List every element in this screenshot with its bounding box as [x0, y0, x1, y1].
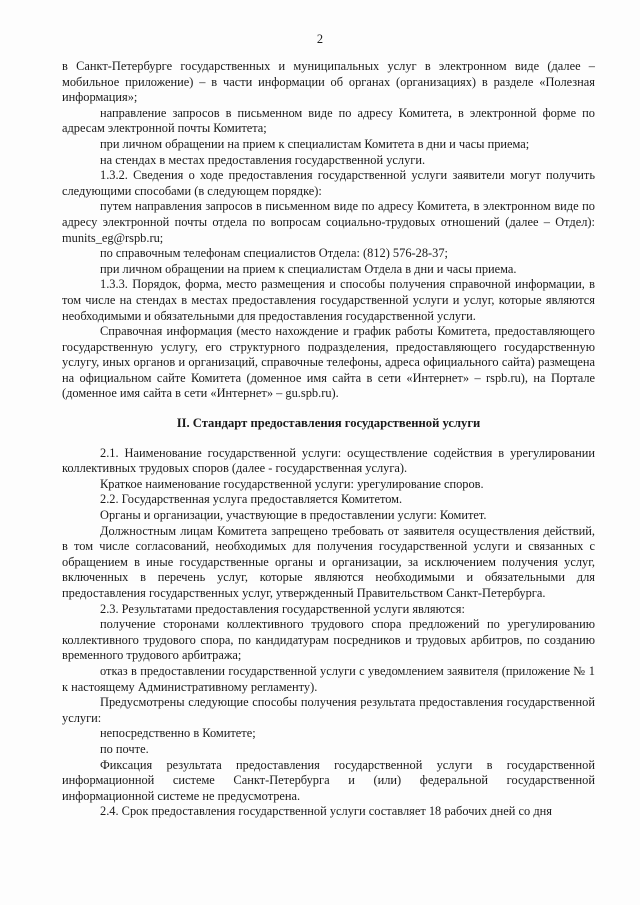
paragraph: Органы и организации, участвующие в предоставлении услуги: Комитет. [100, 508, 487, 523]
paragraph: Должностным лицам Комитета запрещено требовать от заявителя осуществления действий, в том числе согласований, необходимых для получения государственной услуги и связанных с обращением в иные государственные органы и организации, за исключением получения услуг, включенных в перечень услуг, которые являются необходимыми и обязательными для предоставления государственных услуг, утвержденный Правительством Санкт-Петербурга. [62, 523, 595, 600]
paragraph: Предусмотрены следующие способы получения результата предоставления государственной услуги: [62, 695, 595, 725]
paragraph: 2.2. Государственная услуга предоставляется Комитетом. [100, 492, 403, 507]
paragraph: 1.3.3. Порядок, форма, место размещения и способы получения справочной информации, в том числе на стендах в местах предоставления государственной услуги и услуг, которые являются необходимыми и обязательными для предоставления государственной услуги. [62, 277, 595, 323]
paragraph: в Санкт-Петербурге государственных и муниципальных услуг в электронном виде (далее – мобильное приложение) – в части информации об органах (организациях) в разделе «Полезная информация»; [62, 59, 595, 105]
paragraph: Справочная информация (место нахождение и график работы Комитета, предоставляющего государственную услугу, его структурного подразделения, предоставляющего государственную услугу, иных органов и организаций, справочные телефоны, адреса официального сайта) размещена на официальном сайте Комитета (доменное имя сайта в сети «Интернет» – rspb.ru), на Портале (доменное имя сайта в сети «Интернет» – gu.spb.ru). [62, 324, 595, 401]
paragraph: отказ в предоставлении государственной услуги с уведомлением заявителя (приложение № 1 к настоящему Административному регламенту). [62, 663, 595, 694]
section-2-heading: II. Стандарт предоставления государственной услуги [176, 416, 481, 431]
paragraph: Фиксация результата предоставления государственной услуги в государственной информационной системе Санкт-Петербурга и (или) федеральной государственной информационной системе не предусмотрена. [62, 757, 595, 803]
section-1-text [62, 59, 595, 402]
paragraph: 2.1. Наименование государственной услуги: осуществление содействия в урегулировании коллективных трудовых споров (далее - государственная услуга). [62, 445, 595, 476]
paragraph: получение сторонами коллективного трудового спора предложений по урегулированию коллективного трудового спора, по кандидатурам посредников и трудовых арбитров, по созданию временного трудового арбитража; [62, 617, 595, 663]
paragraph: путем направления запросов в письменном виде по адресу Комитета, в электронном виде по адресу электронной почты отдела по вопросам социально-трудовых отношений (далее – Отдел): munits_eg@rspb.ru; [62, 199, 595, 245]
paragraph: 2.3. Результатами предоставления государственной услуги являются: [100, 601, 465, 616]
paragraph: на стендах в местах предоставления государственной услуги. [100, 152, 426, 167]
paragraph: непосредственно в Комитете; [100, 726, 256, 741]
paragraph: по почте. [100, 741, 149, 756]
paragraph: Краткое наименование государственной услуги: урегулирование споров. [100, 476, 484, 491]
section-2-text [62, 446, 595, 820]
document-body [62, 59, 595, 820]
paragraph: при личном обращении на прием к специалистам Комитета в дни и часы приема; [100, 136, 530, 151]
paragraph: по справочным телефонам специалистов Отдела: (812) 576-28-37; [100, 246, 448, 261]
paragraph: при личном обращении на прием к специалистам Отдела в дни и часы приема. [100, 261, 517, 276]
paragraph: направление запросов в письменном виде по адресу Комитета, в электронной форме по адресам электронной почты Комитета; [62, 105, 595, 136]
paragraph: 2.4. Срок предоставления государственной услуги составляет 18 рабочих дней со дня [100, 804, 552, 819]
paragraph: 1.3.2. Сведения о ходе предоставления государственной услуги заявители могут получить следующими способами (в следующем порядке): [62, 168, 595, 198]
page-number: 2 [316, 32, 324, 46]
